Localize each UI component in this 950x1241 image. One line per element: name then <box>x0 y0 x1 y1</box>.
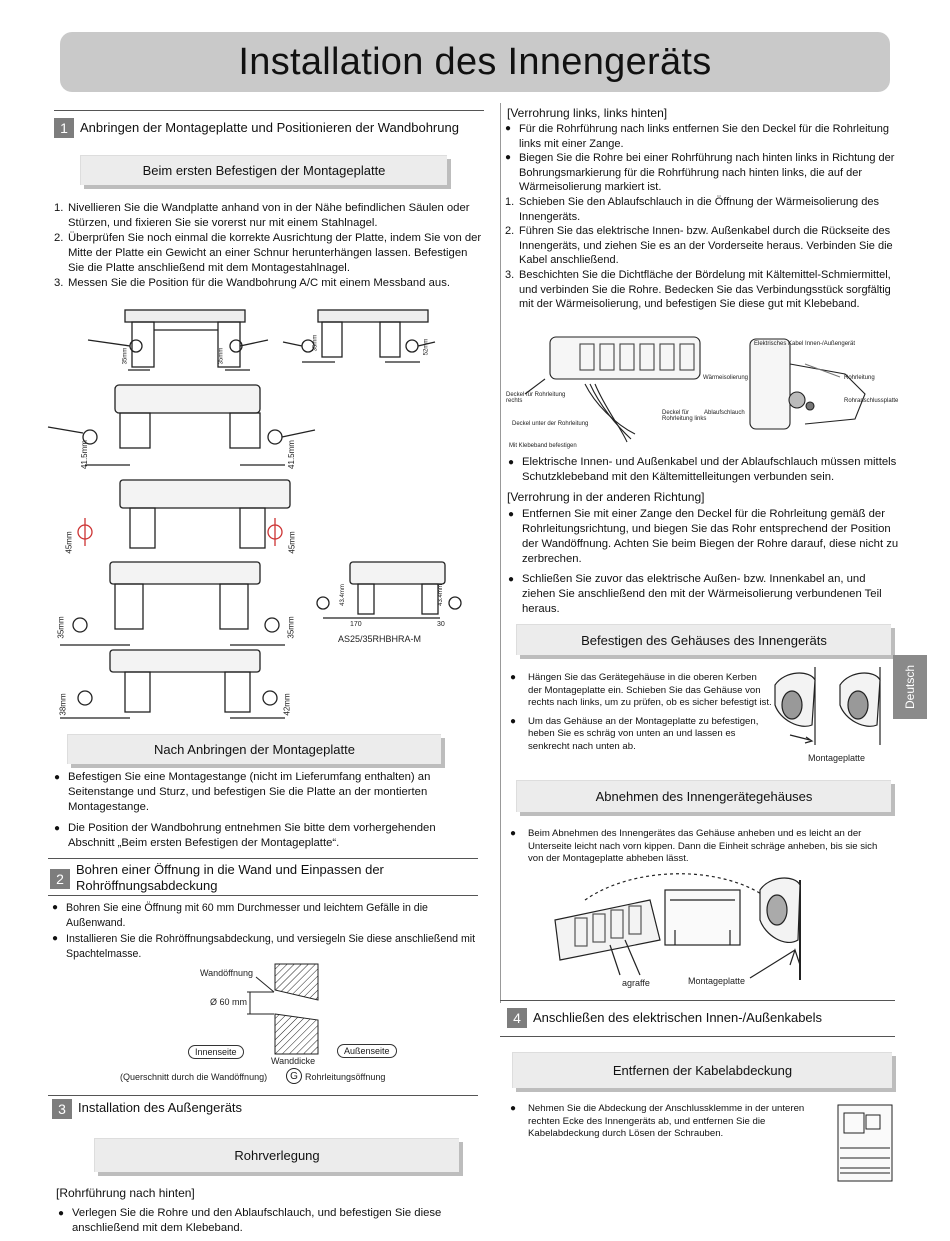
step-item: 2. Überprüfen Sie noch einmal die korrekte Ausrichtung der Platte, indem Sie von der Mitte der Platte ein Gewicht an einer Schnur herunterhängen lassen. Befestigen Sie die Platte anschließend mit dem Montagestahlnagel. <box>54 232 482 274</box>
cross-section-label: (Querschnitt durch die Wandöffnung) <box>120 1072 268 1082</box>
section-title: Anbringen der Montageplatte und Positionieren der Wandbohrung <box>80 120 459 135</box>
dim-label: 30 <box>437 621 445 628</box>
fig-label: Elektrisches Kabel Innen-/Außengerät <box>754 341 856 347</box>
bullet-item: ● Die Position der Wandbohrung entnehmen Sie bitte dem vorhergehenden Abschnitt „Beim ersten Befestigen der Montageplatte“. <box>54 822 436 849</box>
dim-label: 41.5mm <box>79 440 89 469</box>
fig-label: Rohranschlussplatte <box>844 398 899 404</box>
dim-label: 43.4mm <box>339 584 346 606</box>
section-2-header <box>50 862 480 894</box>
step-item: 3. Messen Sie die Position für die Wandbohrung A/C mit einem Messband aus. <box>54 277 450 289</box>
page-title: Installation des Innengeräts <box>238 40 712 83</box>
subheading-box: Nach Anbringen der Montageplatte <box>67 734 441 764</box>
dim-label: 38mm <box>58 693 68 716</box>
bullet-list <box>510 828 882 866</box>
section-title: Anschließen des elektrischen Innen-/Außenkabels <box>533 1010 823 1025</box>
bullet-item: ● Hängen Sie das Gerätegehäuse in die oberen Kerben der Montageplatte ein. Schieben Sie das Gehäuse von rechts nach links, um zu prüfen, ob es sicher befestigt ist. <box>510 672 772 708</box>
divider <box>54 110 484 111</box>
subheading-box: Abnehmen des Innengerätegehäuses <box>516 780 891 812</box>
dim-label: 45mm <box>287 531 297 554</box>
language-tab-label: Deutsch <box>903 664 917 710</box>
housing-hang-diagram <box>770 665 890 750</box>
dim-label: 35mm <box>218 347 225 365</box>
step-item: 1. Schieben Sie den Ablaufschlauch in die Öffnung der Wärmeisolierung des Innengeräts. <box>505 195 879 223</box>
dim-label: 35mm <box>286 616 296 639</box>
bullet-item: ● Entfernen Sie mit einer Zange den Deckel für die Rohrleitung gemäß der Rohrleitungsrichtung, und biegen Sie das Rohr entsprechend der Position der Wandöffnung. Achten Sie beim Biegen der Rohre darauf, diese nicht zu zerbrechen. <box>508 508 899 565</box>
dim-label: 43.4mm <box>437 584 444 606</box>
subheading-box: Beim ersten Befestigen der Montageplatte <box>80 155 447 185</box>
fig-label: Ablaufschlauch <box>704 410 745 416</box>
plate-label: Montageplatte <box>688 976 746 986</box>
title-bar <box>60 32 890 92</box>
section-4-header <box>507 1008 897 1028</box>
bullet-item: ● Elektrische Innen- und Außenkabel und der Ablaufschlauch müssen mittels Schutzklebeband mit den Kältemittelleitungen verbunden sein. <box>508 456 897 483</box>
dim-label: 35mm <box>122 347 129 365</box>
section-title-line: Rohröffnungsabdeckung <box>76 878 218 893</box>
divider <box>48 895 478 896</box>
section-number: 2 <box>50 869 70 889</box>
bullet-item: ● Bohren Sie eine Öffnung mit 60 mm Durchmesser und leichtem Gefälle in die Außenwand. <box>52 902 428 929</box>
fig-label: Deckel für Rohrleitung links <box>662 410 707 422</box>
dim-label: 35mm <box>312 334 319 352</box>
wall-opening-label: Wandöffnung <box>200 968 254 978</box>
divider <box>48 1095 478 1096</box>
dim-label: 42mm <box>282 693 292 716</box>
terminal-cover-diagram <box>836 1103 894 1183</box>
section-3-header <box>52 1099 482 1119</box>
divider <box>48 858 478 859</box>
step-item: 3. Beschichten Sie die Dichtfläche der Bördelung mit Kältemittel-Schmiermittel, und verbinden Sie die Rohre. Bedecken Sie das Verbindungsstück sorgfältig mit der Wärmeisolierung, und befestigen Sie diese gut mit Klebeband. <box>505 268 891 311</box>
fig-label: Mit Klebeband befestigen <box>509 443 577 449</box>
dim-label: 41.5mm <box>286 440 296 469</box>
bullet-item: ● Biegen Sie die Rohre bei einer Rohrführung nach hinten links in Richtung der Bohrungsmarkierung für die Rohrführung nach hinten links, die auf der Wärmeisolierung markiert ist. <box>505 152 895 194</box>
language-tab <box>893 655 927 719</box>
bullet-list <box>52 901 477 961</box>
subheading-box: Entfernen der Kabelabdeckung <box>512 1052 892 1088</box>
diameter-label: Ø 60 mm <box>210 997 248 1007</box>
bullet-list <box>510 1103 830 1141</box>
steps-list <box>54 201 484 291</box>
bullet-list <box>508 455 900 485</box>
other-piping-heading: [Verrohrung in der anderen Richtung] <box>507 490 705 504</box>
dim-label: 170 <box>350 621 362 628</box>
mounting-plate-diagrams <box>40 300 480 730</box>
bullet-item: ● Schließen Sie zuvor das elektrische Außen- bzw. Innenkabel an, und ziehen Sie anschließend den mit der Wärmeisolierung verbundenen Teil heraus. <box>508 573 882 615</box>
bullet-list <box>508 507 900 617</box>
step-item: 1. Nivellieren Sie die Wandplatte anhand von in der Nähe befindlichen Säulen oder Stürzen, und fixieren Sie sie vorerst nur mit einem Stahlnagel. <box>54 202 470 229</box>
fig-label: Deckel unter der Rohrleitung <box>512 421 589 427</box>
step-item: 2. Führen Sie das elektrische Innen- bzw. Außenkabel durch die Rückseite des Innengeräts, und ziehen Sie es an der Vorderseite heraus. Verbinden Sie die Kabel anschließend. <box>505 225 893 267</box>
section-title: Installation des Außengeräts <box>78 1100 243 1115</box>
section-number: 4 <box>507 1008 527 1028</box>
section-1-header <box>54 118 484 138</box>
bullet-item: ● Installieren Sie die Rohröffnungsabdeckung, und versiegeln Sie diese anschließend mit Spachtelmasse. <box>52 933 476 960</box>
dim-label: 35mm <box>56 616 66 639</box>
subheading-box: Befestigen des Gehäuses des Innengeräts <box>516 624 891 655</box>
inside-label: Innenseite <box>188 1045 244 1059</box>
fig-label: Wärmeisolierung <box>703 375 749 381</box>
hook-label: agraffe <box>622 978 650 988</box>
bullet-list <box>54 770 479 851</box>
pipe-opening-label: Rohrleitungsöffnung <box>305 1072 386 1082</box>
housing-caption: Montageplatte <box>808 753 866 763</box>
left-piping-list <box>505 122 900 312</box>
wall-thickness-label: Wanddicke <box>271 1056 316 1066</box>
bullet-item: ● Für die Rohrführung nach links entfernen Sie den Deckel für die Rohrleitung links mit einer Zange. <box>505 123 889 150</box>
outside-label: Außenseite <box>337 1044 397 1058</box>
bullet-item: ● Nehmen Sie die Abdeckung der Anschlussklemme in der unteren rechten Ecke des Innengeräts ab, und entfernen Sie die Kabelabdeckung durch Lösen der Schrauben. <box>510 1103 805 1139</box>
bullet-item: ● Verlegen Sie die Rohre und den Ablaufschlauch, und befestigen Sie diese anschließend mit dem Klebeband. <box>58 1207 442 1234</box>
subheading-box: Rohrverlegung <box>94 1138 459 1172</box>
g-mark: G <box>286 1068 302 1084</box>
bullet-item: ● Befestigen Sie eine Montagestange (nicht im Lieferumfang enthalten) an Seitenstange und Sturz, und befestigen Sie die Platte an der montierten Montagestange. <box>54 771 431 813</box>
divider <box>500 1000 895 1001</box>
rear-heading: [Rohrführung nach hinten] <box>56 1186 195 1200</box>
column-divider <box>500 103 501 1003</box>
fig-label: Deckel für Rohrleitung rechts <box>506 392 566 404</box>
model-label: AS25/35RHBHRA-M <box>338 634 422 644</box>
bullet-item: ● Um das Gehäuse an der Montageplatte zu befestigen, heben Sie es schräg von unten an und lassen es senkrecht nach unten ab. <box>510 715 759 752</box>
bullet-item: ● Beim Abnehmen des Innengerätes das Gehäuse anheben und es leicht an der Unterseite leicht nach vorn kippen. Dann die Einheit schräge anheben, bis sie sich von der Montageplatte abheben lässt. <box>510 828 878 864</box>
dim-label: 45mm <box>64 531 74 554</box>
section-title-line: Bohren einer Öffnung in die Wand und Einpassen der <box>76 862 384 877</box>
left-piping-heading: [Verrohrung links, links hinten] <box>507 106 668 120</box>
divider <box>500 1036 895 1037</box>
housing-removal-diagram <box>555 870 820 980</box>
section-number: 1 <box>54 118 74 138</box>
fig-label: Rohrleitung <box>844 375 875 381</box>
bullet-list <box>58 1206 490 1236</box>
dim-label: 52mm <box>423 338 430 356</box>
section-number: 3 <box>52 1099 72 1119</box>
bullet-list <box>510 672 772 753</box>
